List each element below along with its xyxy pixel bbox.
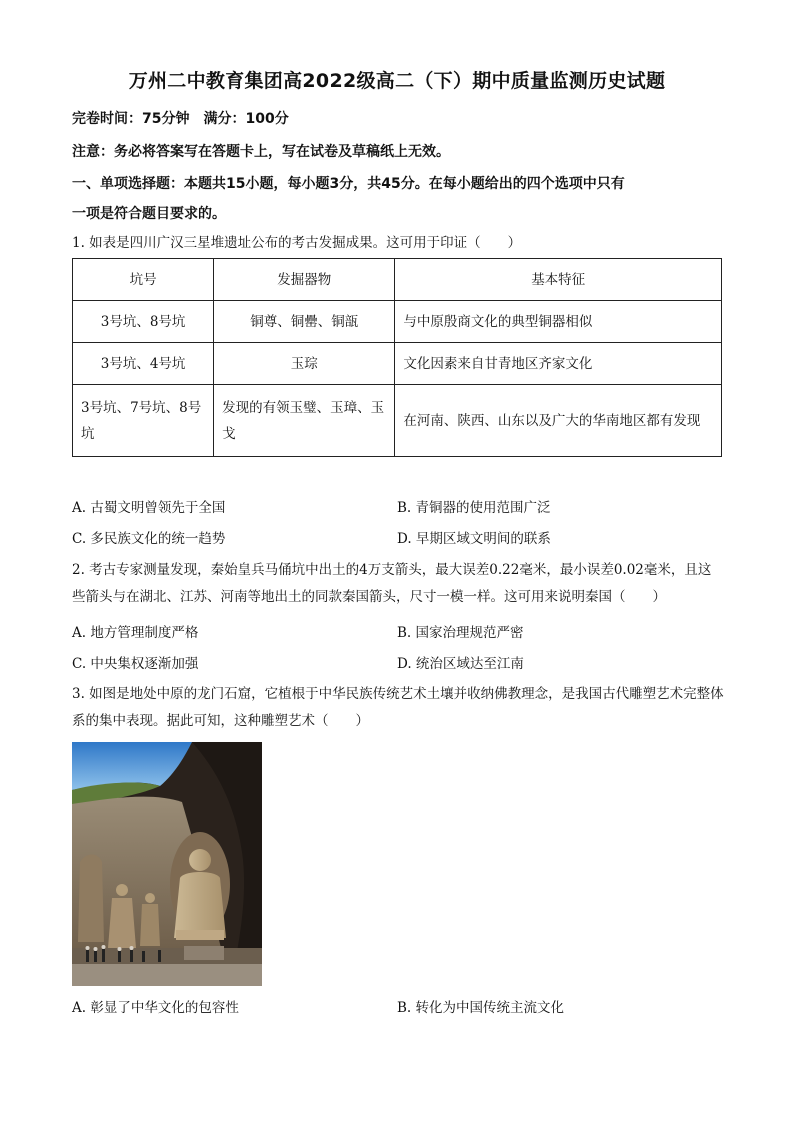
table-row bbox=[73, 301, 722, 343]
q1-option-d[interactable]: D. 早期区域文明间的联系 bbox=[397, 531, 551, 547]
table-row bbox=[73, 385, 722, 457]
q2-option-b[interactable]: B. 国家治理规范严密 bbox=[397, 625, 524, 641]
q2-stem: 2. 考古专家测量发现，秦始皇兵马俑坑中出土的4万支箭头，最大误差0.22毫米，最小误差0.02毫米，且这些箭头与在湖北、江苏、河南等地出土的同款秦国箭头，尺寸一模一样。这可用来说明秦国（ ） bbox=[72, 562, 712, 605]
table-header-row bbox=[73, 259, 722, 301]
table-cell: 发现的有领玉璧、玉璋、玉戈 bbox=[214, 385, 395, 457]
exam-info: 完卷时间：75分钟 满分：100分 bbox=[72, 111, 289, 127]
table-header: 基本特征 bbox=[395, 259, 722, 301]
q3-stem: 3. 如图是地处中原的龙门石窟，它植根于中华民族传统艺术土壤并收纳佛教理念，是我国古代雕塑艺术完整体系的集中表现。据此可知，这种雕塑艺术（ ） bbox=[72, 686, 724, 729]
table-cell: 铜尊、铜罍、铜瓿 bbox=[214, 301, 395, 343]
section-heading-line1: 一、单项选择题：本题共15小题，每小题3分，共45分。在每小题给出的四个选项中只有 bbox=[72, 176, 625, 192]
q2-option-a[interactable]: A. 地方管理制度严格 bbox=[72, 625, 199, 641]
q3-option-b[interactable]: B. 转化为中国传统主流文化 bbox=[397, 1000, 565, 1016]
table-header: 发掘器物 bbox=[214, 259, 395, 301]
notice: 注意：务必将答案写在答题卡上，写在试卷及草稿纸上无效。 bbox=[72, 144, 450, 160]
q1-stem: 1. 如表是四川广汉三星堆遗址公布的考古发掘成果。这可用于印证（ ） bbox=[72, 235, 522, 251]
q2-option-c[interactable]: C. 中央集权逐渐加强 bbox=[72, 656, 199, 672]
q1-table bbox=[72, 258, 722, 457]
table-row bbox=[73, 343, 722, 385]
table-cell: 文化因素来自甘青地区齐家文化 bbox=[395, 343, 722, 385]
table-cell: 在河南、陕西、山东以及广大的华南地区都有发现 bbox=[395, 385, 722, 457]
q3-option-a[interactable]: A. 彰显了中华文化的包容性 bbox=[72, 1000, 239, 1016]
longmen-grottoes-photo bbox=[72, 742, 262, 986]
exam-title: 万州二中教育集团高2022级高二（下）期中质量监测历史试题 bbox=[128, 70, 666, 92]
q2-option-d[interactable]: D. 统治区域达至江南 bbox=[397, 656, 524, 672]
q1-option-c[interactable]: C. 多民族文化的统一趋势 bbox=[72, 531, 226, 547]
section-heading-line2: 一项是符合题目要求的。 bbox=[72, 206, 226, 222]
table-cell: 玉琮 bbox=[214, 343, 395, 385]
table-cell: 3号坑、4号坑 bbox=[73, 343, 214, 385]
q1-option-a[interactable]: A. 古蜀文明曾领先于全国 bbox=[72, 500, 226, 516]
table-cell: 与中原殷商文化的典型铜器相似 bbox=[395, 301, 722, 343]
q1-option-b[interactable]: B. 青铜器的使用范围广泛 bbox=[397, 500, 551, 516]
table-cell: 3号坑、8号坑 bbox=[73, 301, 214, 343]
table-header: 坑号 bbox=[73, 259, 214, 301]
table-cell: 3号坑、7号坑、8号坑 bbox=[73, 385, 214, 457]
